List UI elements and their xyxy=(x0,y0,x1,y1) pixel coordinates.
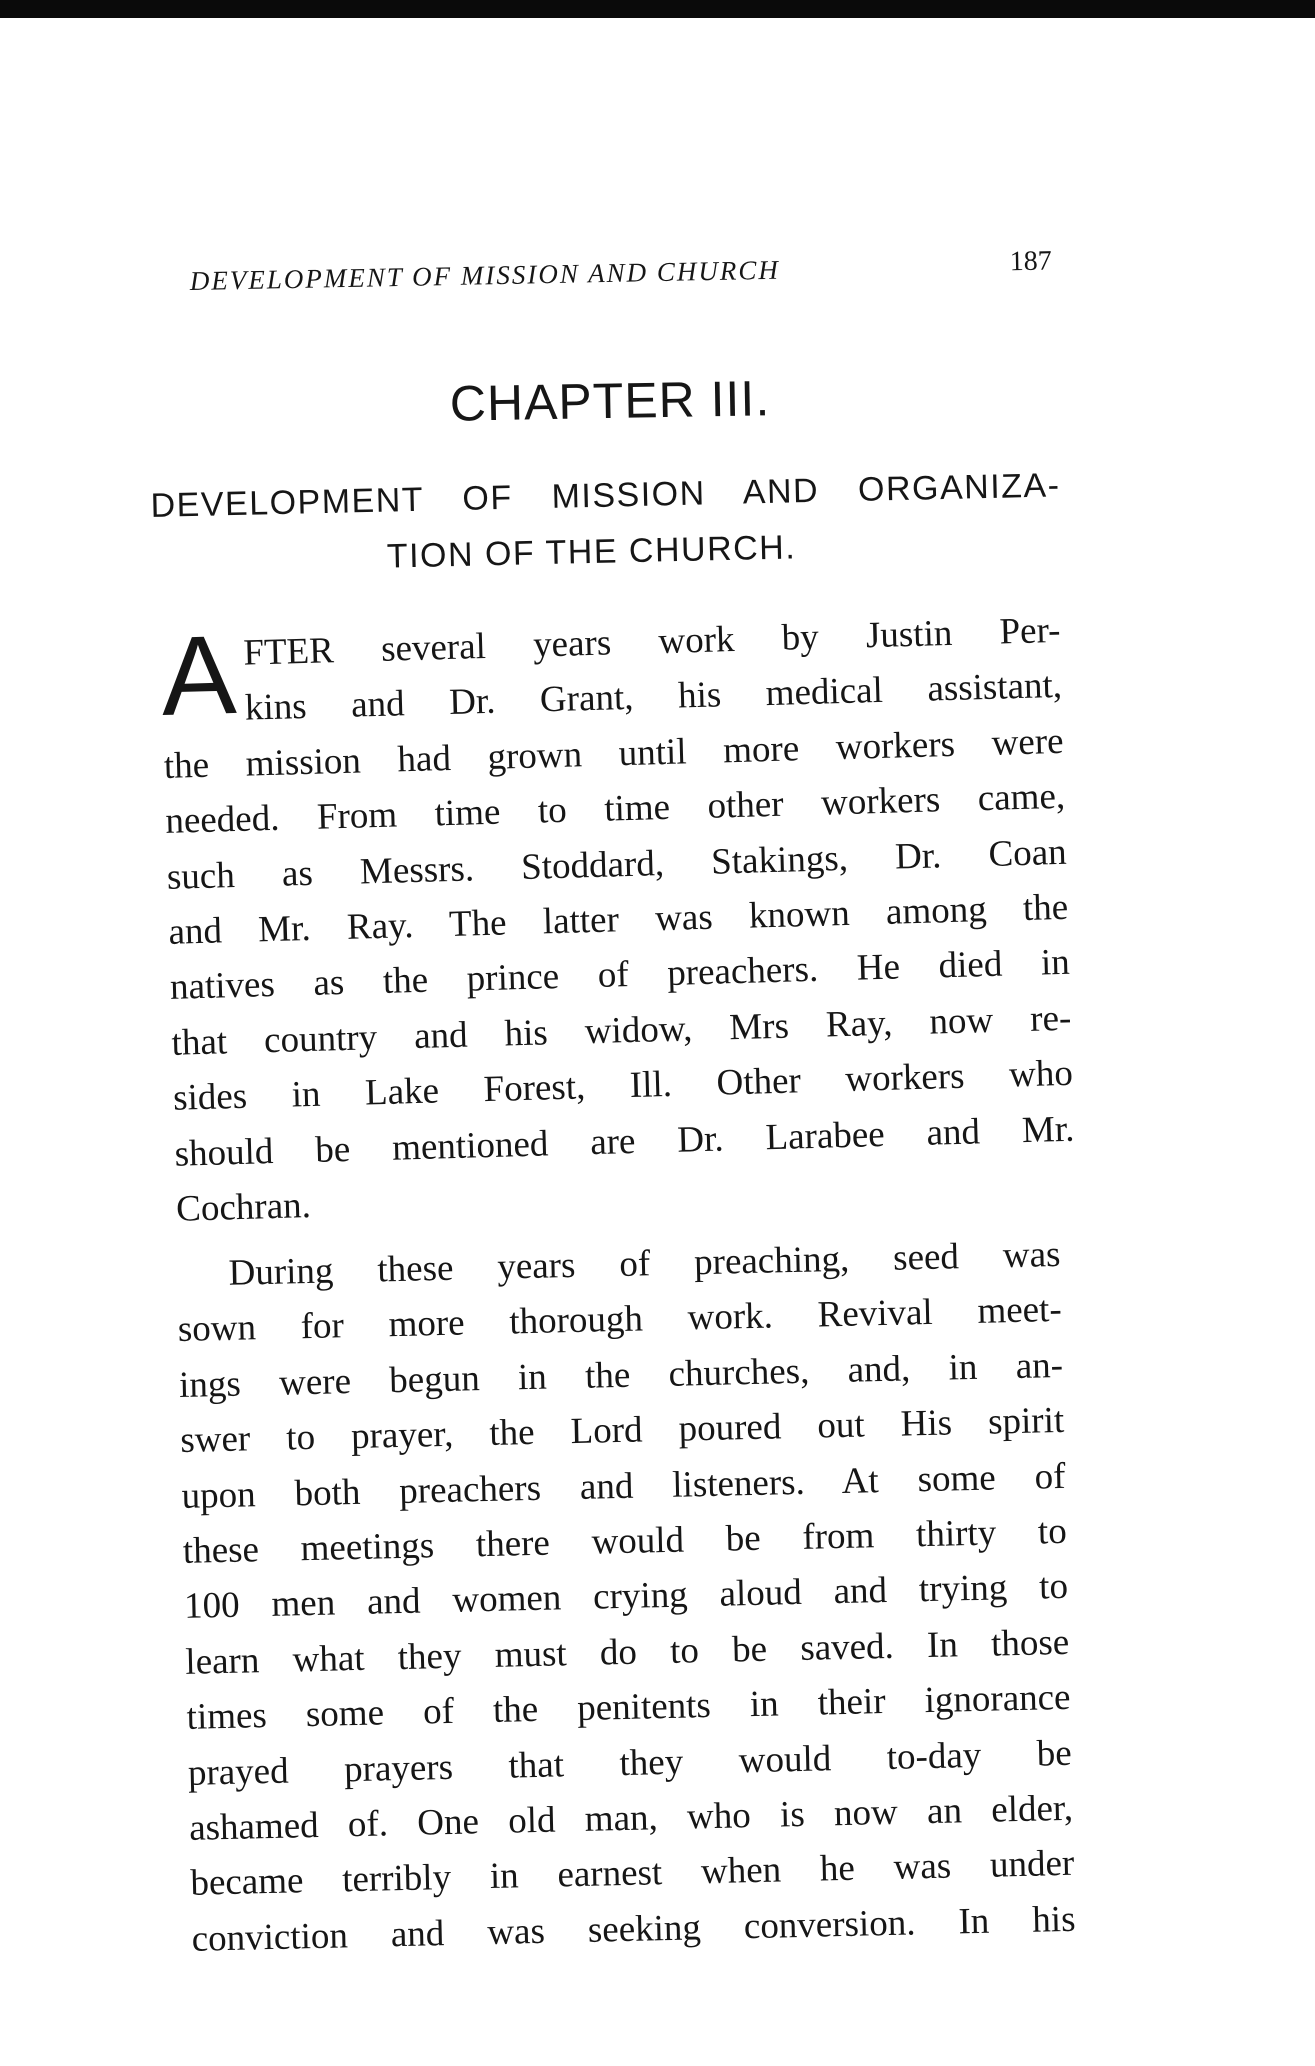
chapter-subtitle-line-1: DEVELOPMENT OF MISSION AND ORGANIZA- xyxy=(150,466,1061,525)
page-number: 187 xyxy=(1009,245,1052,278)
paragraph-1-line: sides in Lake Forest, Ill. Other workers who xyxy=(172,1052,1074,1120)
paragraph-1-line: needed. From time to time other workers came, xyxy=(164,776,1066,843)
chapter-title: CHAPTER III. xyxy=(449,370,771,432)
paragraph-1-line: natives as the prince of preachers. He died in xyxy=(169,942,1071,1009)
paragraph-2-line: upon both preachers and listeners. At some of xyxy=(181,1455,1066,1518)
paragraph-2-line: ashamed of. One old man, who is now an elder, xyxy=(188,1788,1074,1850)
paragraph-2-line: swer to prayer, the Lord poured out His spirit xyxy=(179,1400,1065,1462)
chapter-subtitle xyxy=(150,457,1082,590)
paragraph-2 xyxy=(176,1227,1076,1967)
paragraph-2-line: conviction and was seeking conversion. In his xyxy=(191,1899,1076,1961)
paragraph-2-line: ings were begun in the churches, and, in an- xyxy=(178,1345,1064,1407)
running-head xyxy=(190,245,1071,312)
running-head-title: DEVELOPMENT OF MISSION AND CHURCH xyxy=(189,254,781,296)
chapter-subtitle-line-2: TION OF THE CHURCH. xyxy=(386,528,797,576)
paragraph-1-line: FTER several years work by Justin Per- xyxy=(242,609,1061,674)
paragraph-1 xyxy=(160,603,1077,1237)
paragraph-1-line: Cochran. xyxy=(175,1185,312,1230)
paragraph-1-line: and Mr. Ray. The latter was known among the xyxy=(167,886,1069,953)
paragraph-1-line: kins and Dr. Grant, his medical assistant, xyxy=(244,665,1063,730)
paragraph-2-line: sown for more thorough work. Revival meet- xyxy=(177,1289,1063,1351)
paragraph-1-line: should be mentioned are Dr. Larabee and Mr. xyxy=(174,1108,1075,1175)
paragraph-1-line: such as Messrs. Stoddard, Stakings, Dr. Coan xyxy=(166,831,1068,898)
paragraph-2-line: 100 men and women crying aloud and trying to xyxy=(183,1566,1069,1628)
paragraph-2-line: these meetings there would be from thirty to xyxy=(182,1511,1068,1573)
paragraph-1-line: the mission had grown until more workers were xyxy=(163,720,1065,787)
paragraph-2-line: During these years of preaching, seed was xyxy=(228,1234,1061,1295)
paragraph-2-line: prayed prayers that they would to-day be xyxy=(187,1732,1073,1794)
paragraph-2-line: times some of the penitents in their ignorance xyxy=(186,1677,1071,1739)
drop-cap: A xyxy=(159,611,238,739)
paragraph-2-line: became terribly in earnest when he was under xyxy=(189,1843,1075,1905)
paragraph-2-line: learn what they must do to be saved. In those xyxy=(184,1622,1070,1684)
body-text xyxy=(159,609,1076,1968)
scan-top-edge xyxy=(0,0,1315,18)
paragraph-1-line: that country and his widow, Mrs Ray, now re- xyxy=(171,997,1072,1064)
